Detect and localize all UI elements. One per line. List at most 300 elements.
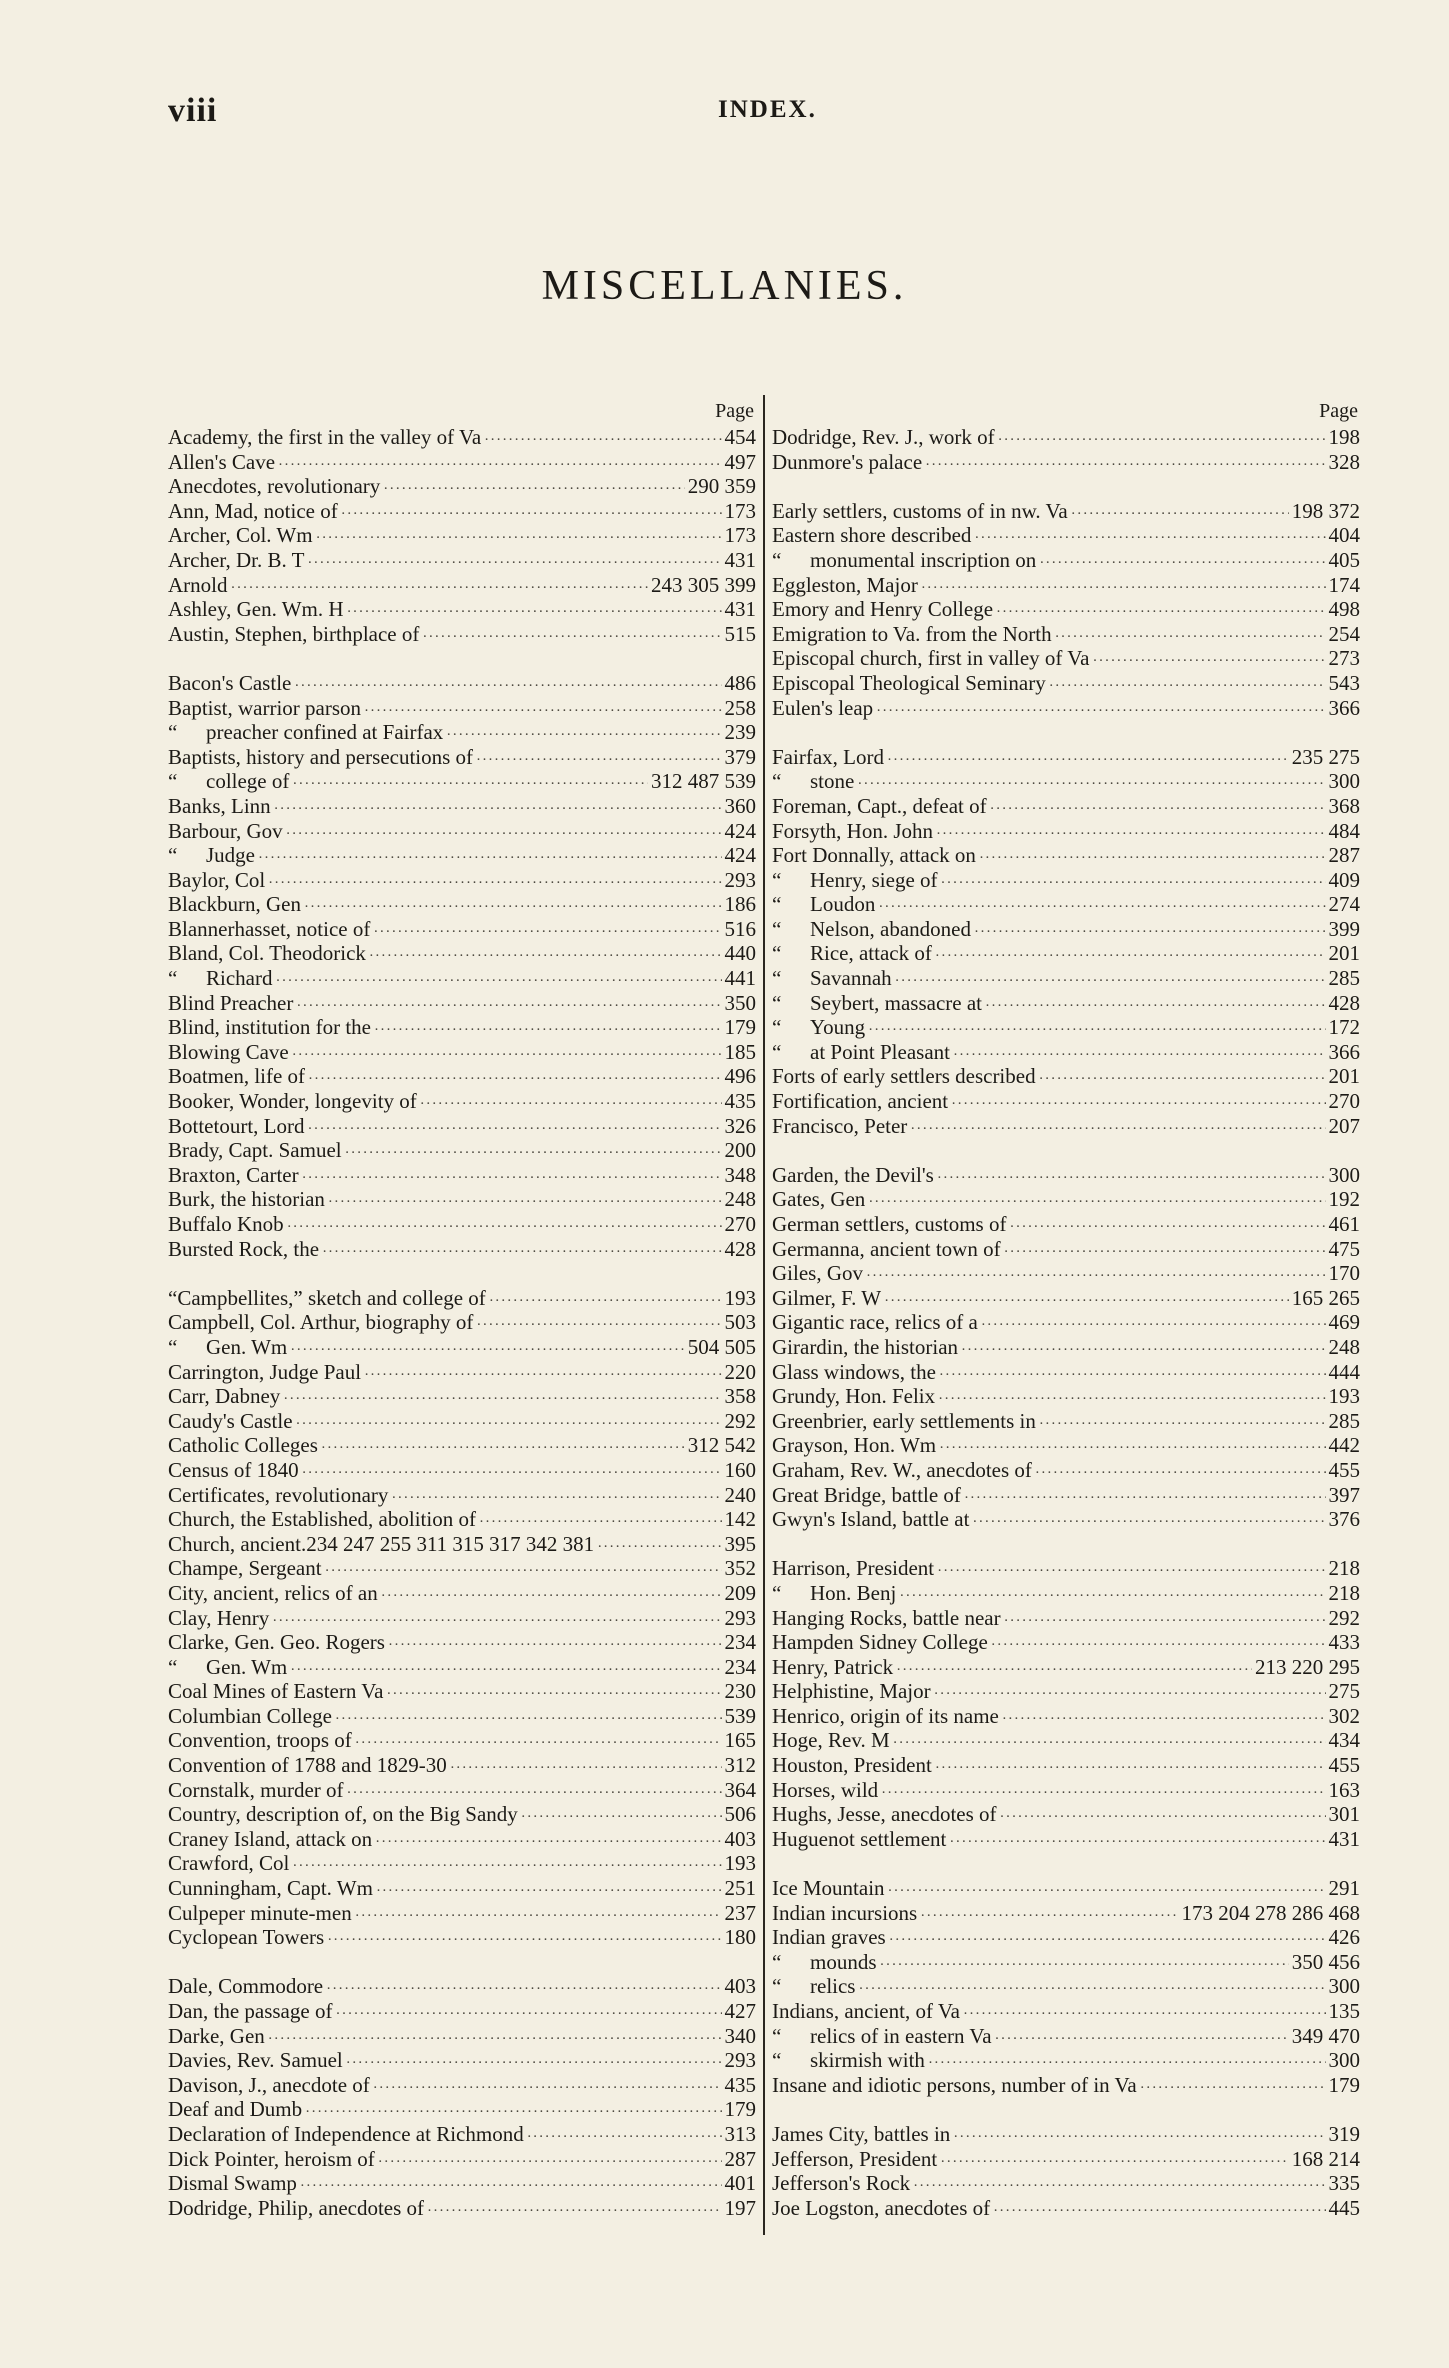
entry-text: Catholic Colleges: [168, 1433, 318, 1458]
entry-pages: 275: [1328, 1679, 1360, 1704]
index-entry: [772, 819, 1360, 844]
dot-leader: [292, 1040, 722, 1068]
entry-pages: 186: [724, 892, 756, 917]
entry-text: Fort Donnally, attack on: [772, 843, 976, 868]
dot-leader: [347, 597, 722, 625]
index-entry: [772, 1974, 1360, 1999]
entry-pages: 142: [724, 1507, 756, 1532]
dot-leader: [939, 1360, 1326, 1388]
index-entry: [772, 450, 1360, 475]
entry-text: Caudy's Castle: [168, 1408, 293, 1433]
index-entry: [772, 2122, 1360, 2147]
entry-text: Germanna, ancient town of: [772, 1236, 1001, 1261]
entry-pages: 292: [1328, 1605, 1360, 1630]
entry-pages: 366: [1328, 1039, 1360, 1064]
ditto-mark: “: [168, 769, 178, 794]
entry-text: Champe, Sergeant: [168, 1556, 322, 1581]
entry-text: Census of 1840: [168, 1457, 299, 1482]
entry-text: Eulen's leap: [772, 695, 874, 720]
dot-leader: [938, 1384, 1325, 1412]
entry-pages: 165: [724, 1728, 756, 1753]
index-entry: [168, 2147, 756, 2172]
index-entry: [772, 1237, 1360, 1262]
entry-text: Gates, Gen: [772, 1187, 866, 1212]
entry-text: Insane and idiotic persons, number of in Va: [772, 2072, 1137, 2097]
dot-leader: [937, 1163, 1326, 1191]
dot-leader: [910, 1114, 1325, 1142]
index-entry: [168, 745, 756, 770]
entry-text: Francisco, Peter: [772, 1113, 908, 1138]
entry-pages: 433: [1328, 1630, 1360, 1655]
dot-leader: [941, 868, 1326, 896]
entry-text: Coal Mines of Eastern Va: [168, 1679, 384, 1704]
index-entry: [772, 1630, 1360, 1655]
index-entry: [168, 2122, 756, 2147]
entry-text: Country, description of, on the Big Sandy: [168, 1802, 518, 1827]
entry-pages: 516: [724, 916, 756, 941]
entry-text: Great Bridge, battle of: [772, 1482, 961, 1507]
index-entry: [168, 2073, 756, 2098]
index-entry: [168, 1655, 756, 1680]
dot-leader: [278, 450, 721, 478]
entry-pages: 424: [724, 818, 756, 843]
entry-pages: 193: [1328, 1384, 1360, 1409]
index-entry: [772, 1089, 1360, 1114]
index-entry: [168, 671, 756, 696]
entry-text: Gen. Wm: [206, 1334, 288, 1359]
entry-pages: 301: [1328, 1802, 1360, 1827]
dot-leader: [302, 1458, 722, 1486]
dot-leader: [272, 1606, 721, 1634]
entry-pages: 455: [1328, 1457, 1360, 1482]
entry-pages: 504 505: [687, 1334, 756, 1359]
page-number: viii: [168, 92, 218, 129]
entry-text: Archer, Dr. B. T: [168, 547, 305, 572]
entry-text: at Point Pleasant: [810, 1039, 950, 1064]
entry-text: Braxton, Carter: [168, 1162, 299, 1187]
entry-pages: 515: [724, 621, 756, 646]
dot-leader: [335, 1999, 721, 2027]
dot-leader: [296, 1409, 722, 1437]
entry-pages: 486: [724, 670, 756, 695]
section-spacer: [168, 1950, 756, 1975]
section-spacer: [168, 646, 756, 671]
dot-leader: [231, 573, 649, 601]
dot-leader: [292, 769, 648, 797]
entry-pages: 200: [724, 1138, 756, 1163]
entry-pages: 287: [724, 2146, 756, 2171]
ditto-mark: “: [772, 1949, 782, 1974]
entry-pages: 293: [724, 867, 756, 892]
index-entry: [772, 1827, 1360, 1852]
entry-pages: 218: [1328, 1580, 1360, 1605]
page-column-label: Page: [715, 400, 754, 422]
entry-pages: 441: [724, 966, 756, 991]
entry-pages: 349 470: [1291, 2023, 1360, 2048]
entry-text: Anecdotes, revolutionary: [168, 474, 381, 499]
entry-text: Certificates, revolutionary: [168, 1482, 389, 1507]
section-spacer: [772, 1532, 1360, 1557]
dot-leader: [1140, 2073, 1326, 2101]
dot-leader: [268, 2024, 722, 2052]
index-entry: [772, 1679, 1360, 1704]
index-entry: [168, 1778, 756, 1803]
index-entry: [772, 1483, 1360, 1508]
dot-leader: [961, 1335, 1325, 1363]
dot-leader: [889, 1925, 1326, 1953]
dot-leader: [388, 1630, 722, 1658]
entry-text: Horses, wild: [772, 1777, 879, 1802]
entry-pages: 539: [724, 1703, 756, 1728]
entry-pages: 395: [724, 1531, 756, 1556]
entry-pages: 340: [724, 2023, 756, 2048]
dot-leader: [921, 573, 1326, 601]
index-entry: [772, 1114, 1360, 1139]
dot-leader: [286, 819, 722, 847]
entry-pages: 290 359: [687, 474, 756, 499]
index-entry: [168, 1876, 756, 1901]
entry-pages: 163: [1328, 1777, 1360, 1802]
dot-leader: [951, 1089, 1325, 1117]
dot-leader: [895, 966, 1326, 994]
dot-leader: [993, 2196, 1325, 2224]
index-entry: [772, 523, 1360, 548]
entry-pages: 193: [724, 1851, 756, 1876]
entry-pages: 239: [724, 720, 756, 745]
index-entry: [772, 941, 1360, 966]
index-entry: [168, 1138, 756, 1163]
entry-text: German settlers, customs of: [772, 1212, 1007, 1236]
ditto-mark: “: [772, 2048, 782, 2073]
section-spacer: [772, 1138, 1360, 1163]
index-entry: [168, 2097, 756, 2122]
entry-pages: 313: [724, 2121, 756, 2146]
dot-leader: [391, 1483, 721, 1511]
index-entry: [168, 622, 756, 647]
index-entry: [772, 1310, 1360, 1335]
entry-pages: 496: [724, 1064, 756, 1089]
index-entry: [168, 1286, 756, 1311]
dot-leader: [316, 523, 722, 551]
entry-pages: 440: [724, 941, 756, 966]
entry-text: Bland, Col. Theodorick: [168, 941, 366, 966]
index-entry: [772, 1433, 1360, 1458]
entry-text: Bacon's Castle: [168, 670, 292, 695]
entry-pages: 251: [724, 1876, 756, 1901]
entry-text: Jefferson's Rock: [772, 2171, 911, 2196]
dot-leader: [896, 1655, 1252, 1683]
entry-text: Dick Pointer, heroism of: [168, 2146, 375, 2171]
entry-text: Emigration to Va. from the North: [772, 621, 1052, 646]
entry-pages: 403: [724, 1826, 756, 1851]
entry-text: skirmish with: [810, 2048, 925, 2073]
dot-leader: [893, 1728, 1326, 1756]
entry-text: Giles, Gov: [772, 1261, 863, 1286]
entry-pages: 285: [1328, 966, 1360, 991]
entry-pages: 435: [724, 1089, 756, 1114]
dot-leader: [880, 1950, 1289, 1978]
index-entry: [772, 573, 1360, 598]
dot-leader: [326, 1974, 721, 2002]
entry-text: Gwyn's Island, battle at: [772, 1507, 970, 1532]
dot-leader: [935, 1753, 1326, 1781]
entry-pages: 401: [724, 2171, 756, 2196]
entry-text: Dan, the passage of: [168, 1999, 333, 2023]
ditto-mark: “: [772, 941, 782, 966]
entry-text: Buffalo Knob: [168, 1212, 284, 1236]
entry-text: Graham, Rev. W., anecdotes of: [772, 1457, 1032, 1482]
index-entry: [772, 597, 1360, 622]
dot-leader: [287, 1212, 722, 1240]
entry-text: Cornstalk, murder of: [168, 1777, 344, 1802]
entry-text: stone: [810, 769, 855, 794]
index-entry: [168, 523, 756, 548]
dot-leader: [953, 1040, 1326, 1068]
index-entry: [772, 892, 1360, 917]
dot-leader: [374, 1015, 722, 1043]
column-divider: [763, 395, 765, 2235]
index-entry: [168, 769, 756, 794]
entry-text: Carr, Dabney: [168, 1384, 281, 1409]
dot-leader: [383, 474, 684, 502]
entry-pages: 358: [724, 1384, 756, 1409]
entry-text: Fairfax, Lord: [772, 744, 884, 769]
entry-pages: 434: [1328, 1728, 1360, 1753]
index-entry: [168, 499, 756, 524]
entry-text: Young: [810, 1015, 866, 1040]
entry-text: Bottetourt, Lord: [168, 1113, 305, 1138]
entry-text: relics of in eastern Va: [810, 2023, 992, 2048]
entry-pages: 312: [724, 1753, 756, 1778]
dot-leader: [1039, 1064, 1326, 1092]
index-entry: [772, 622, 1360, 647]
entry-text: Savannah: [810, 966, 892, 991]
dot-leader: [386, 1679, 721, 1707]
ditto-mark: “: [772, 892, 782, 917]
index-entry: [772, 1360, 1360, 1385]
dot-leader: [294, 671, 721, 699]
entry-text: Burk, the historian: [168, 1187, 325, 1212]
dot-leader: [868, 1015, 1325, 1043]
index-entry: [772, 966, 1360, 991]
dot-leader: [422, 622, 721, 650]
entry-text: Henrico, origin of its name: [772, 1703, 999, 1728]
dot-leader: [325, 1556, 722, 1584]
entry-pages: 248: [724, 1187, 756, 1212]
entry-pages: 397: [1328, 1482, 1360, 1507]
index-entry: [168, 1581, 756, 1606]
entry-pages: 180: [724, 1925, 756, 1950]
dot-leader: [321, 1433, 685, 1461]
ditto-mark: “: [772, 547, 782, 572]
index-entry: [168, 1507, 756, 1532]
entry-text: Cyclopean Towers: [168, 1925, 325, 1950]
entry-pages: 174: [1328, 572, 1360, 597]
dot-leader: [300, 2171, 722, 2199]
entry-pages: 484: [1328, 818, 1360, 843]
entry-text: Dodridge, Philip, anecdotes of: [168, 2195, 425, 2220]
entry-text: Baylor, Col: [168, 867, 266, 892]
ditto-mark: “: [772, 1039, 782, 1064]
entry-text: Henry, Patrick: [772, 1654, 894, 1679]
ditto-mark: “: [772, 966, 782, 991]
entry-text: Columbian College: [168, 1703, 332, 1728]
dot-leader: [935, 941, 1326, 969]
ditto-mark: “: [772, 916, 782, 941]
dot-leader: [479, 1507, 722, 1535]
dot-leader: [1039, 1409, 1326, 1437]
dot-leader: [876, 696, 1325, 724]
ditto-mark: “: [168, 966, 178, 991]
index-entry: [168, 966, 756, 991]
dot-leader: [998, 425, 1326, 453]
entry-text: Grundy, Hon. Felix: [772, 1384, 936, 1409]
index-entry: [772, 425, 1360, 450]
entry-pages: 435: [724, 2072, 756, 2097]
entry-text: Early settlers, customs of in nw. Va: [772, 498, 1068, 523]
index-entry: [168, 917, 756, 942]
entry-text: Archer, Col. Wm: [168, 523, 313, 548]
dot-leader: [258, 843, 722, 871]
entry-pages: 335: [1328, 2171, 1360, 2196]
entry-text: Garden, the Devil's: [772, 1162, 934, 1187]
index-entry: [168, 1483, 756, 1508]
entry-text: Convention of 1788 and 1829-30: [168, 1753, 447, 1778]
section-spacer: [772, 474, 1360, 499]
entry-text: preacher confined at Fairfax: [206, 720, 444, 745]
dot-leader: [484, 425, 721, 453]
index-entry: [168, 1384, 756, 1409]
entry-text: Gigantic race, relics of a: [772, 1310, 978, 1335]
entry-pages: 168 214: [1291, 2146, 1360, 2171]
right-column: [772, 398, 1360, 2220]
entry-pages: 270: [1328, 1089, 1360, 1114]
dot-leader: [974, 523, 1325, 551]
entry-text: City, ancient, relics of an: [168, 1580, 378, 1605]
entry-text: Bursted Rock, the: [168, 1236, 320, 1261]
index-entry: [772, 1581, 1360, 1606]
entry-pages: 240: [724, 1482, 756, 1507]
entry-text: Austin, Stephen, birthplace of: [168, 621, 420, 646]
entry-pages: 405: [1328, 547, 1360, 572]
ditto-mark: “: [168, 720, 178, 745]
entry-text: Henry, siege of: [810, 867, 938, 892]
entry-pages: 237: [724, 1900, 756, 1925]
entry-text: Seybert, massacre at: [810, 990, 983, 1015]
dot-leader: [1049, 671, 1326, 699]
entry-pages: 170: [1328, 1261, 1360, 1286]
index-entry: [772, 1384, 1360, 1409]
index-entry: [168, 941, 756, 966]
index-entry: [168, 696, 756, 721]
entry-pages: 285: [1328, 1408, 1360, 1433]
index-entry: [168, 1753, 756, 1778]
index-entry: [168, 1310, 756, 1335]
entry-text: Convention, troops of: [168, 1728, 352, 1753]
entry-text: Declaration of Independence at Richmond: [168, 2121, 524, 2146]
entry-text: Glass windows, the: [772, 1359, 936, 1384]
dot-leader: [881, 1778, 1325, 1806]
dot-leader: [328, 1187, 722, 1215]
dot-leader: [996, 597, 1325, 625]
entry-text: Davison, J., anecdote of: [168, 2072, 370, 2097]
dot-leader: [296, 991, 721, 1019]
dot-leader: [990, 794, 1326, 822]
entry-pages: 230: [724, 1679, 756, 1704]
entry-pages: 274: [1328, 892, 1360, 917]
entry-text: Hanging Rocks, battle near: [772, 1605, 1001, 1630]
entry-text: Loudon: [810, 892, 876, 917]
dot-leader: [964, 1483, 1326, 1511]
dot-leader: [979, 843, 1326, 871]
dot-leader: [1039, 548, 1325, 576]
entry-pages: 328: [1328, 449, 1360, 474]
dot-leader: [274, 794, 722, 822]
index-entry: [772, 868, 1360, 893]
index-entry: [168, 2171, 756, 2196]
index-entry: [168, 868, 756, 893]
entry-pages: 220: [724, 1359, 756, 1384]
index-entry: [168, 1360, 756, 1385]
entry-text: Ashley, Gen. Wm. H: [168, 597, 344, 622]
entry-text: Joe Logston, anecdotes of: [772, 2195, 991, 2220]
index-entry: [168, 1704, 756, 1729]
index-entry: [772, 769, 1360, 794]
section-spacer: [772, 720, 1360, 745]
dot-leader: [940, 2147, 1289, 2175]
dot-leader: [527, 2122, 722, 2150]
entry-pages: 379: [724, 744, 756, 769]
index-entry: [168, 1114, 756, 1139]
entry-pages: 209: [724, 1580, 756, 1605]
dot-leader: [347, 1778, 722, 1806]
entry-pages: 179: [724, 1015, 756, 1040]
entry-text: Baptist, warrior parson: [168, 695, 362, 720]
entry-text: Eggleston, Major: [772, 572, 918, 597]
dot-leader: [290, 1655, 721, 1683]
entry-text: relics: [810, 1974, 856, 1999]
index-entry: [772, 671, 1360, 696]
entry-pages: 173 204 278 286 468: [1181, 1900, 1360, 1925]
section-spacer: [168, 1261, 756, 1286]
entry-text: Blind, institution for the: [168, 1015, 371, 1040]
entry-text: Eastern shore described: [772, 523, 972, 548]
entry-text: Ice Mountain: [772, 1876, 885, 1901]
index-entry: [168, 573, 756, 598]
index-list: [772, 425, 1360, 2220]
dot-leader: [1000, 1802, 1326, 1830]
index-entry: [168, 1532, 756, 1557]
entry-text: Culpeper minute-men: [168, 1900, 352, 1925]
dot-leader: [1002, 1704, 1326, 1732]
entry-pages: 201: [1328, 941, 1360, 966]
dot-leader: [937, 1556, 1325, 1584]
dot-leader: [327, 1925, 721, 1953]
entry-text: Dunmore's palace: [772, 449, 923, 474]
index-entry: [772, 1655, 1360, 1680]
entry-text: Episcopal church, first in valley of Va: [772, 646, 1090, 671]
entry-pages: 213 220 295: [1255, 1654, 1360, 1679]
dot-leader: [928, 2048, 1326, 2076]
entry-text: Gilmer, F. W: [772, 1285, 882, 1310]
entry-text: Gen. Wm: [206, 1654, 288, 1679]
dot-leader: [292, 1851, 721, 1879]
entry-pages: 312 487 539: [651, 769, 756, 794]
section-spacer: [772, 2097, 1360, 2122]
ditto-mark: “: [772, 2023, 782, 2048]
entry-pages: 427: [724, 1999, 756, 2023]
entry-text: Hon. Benj: [810, 1580, 897, 1605]
